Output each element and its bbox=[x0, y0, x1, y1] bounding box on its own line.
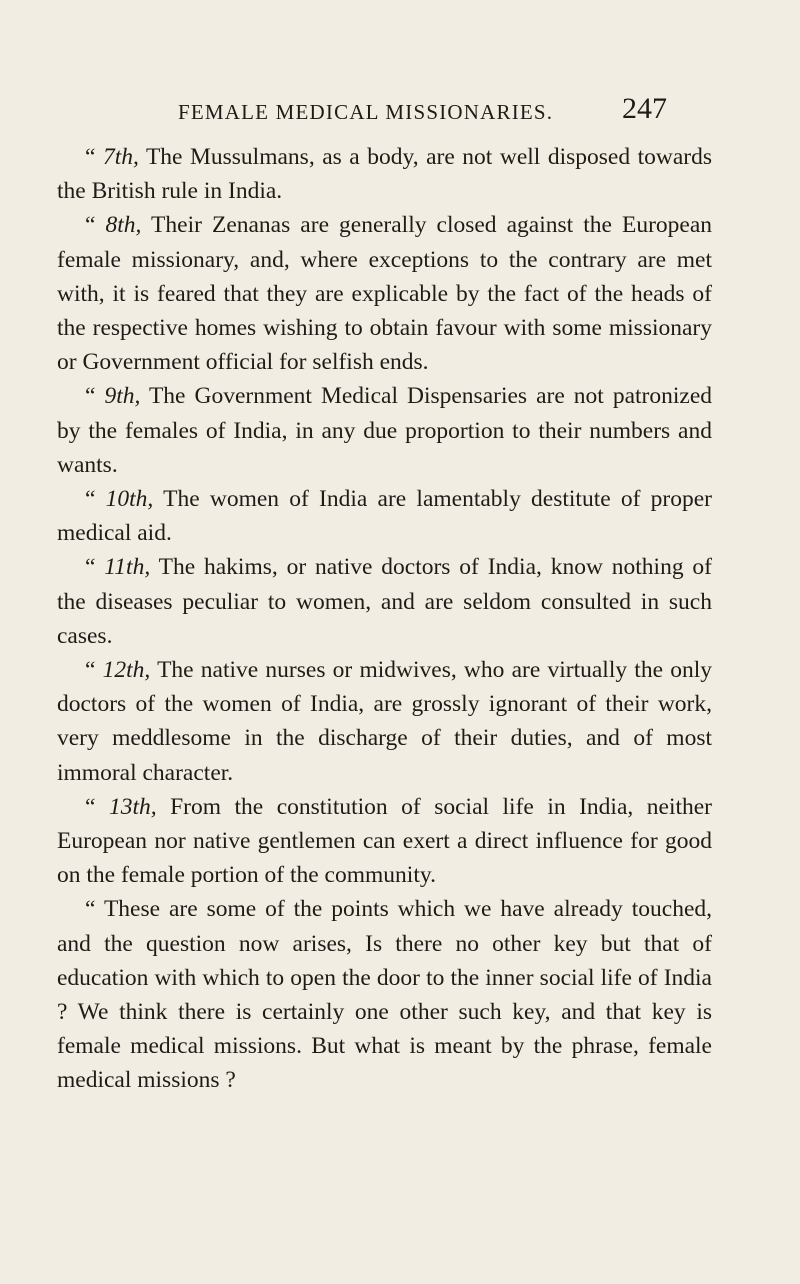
paragraph bbox=[57, 482, 712, 550]
page-header bbox=[0, 94, 800, 134]
paragraph-text: The women of India are lamentably destitute of proper medical aid. bbox=[57, 486, 713, 547]
point-number: 8th, bbox=[105, 212, 142, 239]
point-number: 13th, bbox=[108, 793, 157, 820]
paragraph bbox=[57, 790, 712, 893]
body-text bbox=[57, 140, 712, 1098]
running-head: FEMALE MEDICAL MISSIONARIES. bbox=[178, 100, 554, 124]
paragraph bbox=[57, 653, 712, 790]
paragraph-text: The Mussulmans, as a body, are not well disposed towards the British rule in India. bbox=[57, 144, 712, 205]
open-quote: “ bbox=[85, 554, 96, 581]
paragraph bbox=[57, 379, 712, 482]
paragraph-text: The hakims, or native doctors of India, know nothing of the diseases peculiar to women, and are seldom consulted in such cases. bbox=[57, 554, 712, 649]
point-number: 7th, bbox=[102, 144, 139, 170]
page-number: 247 bbox=[622, 92, 667, 125]
open-quote: “ bbox=[85, 212, 96, 239]
paragraph-text: The Government Medical Dispensaries are not patronized by the females of India, in any due proportion to their numbers and wants. bbox=[57, 383, 712, 478]
paragraph bbox=[57, 140, 712, 208]
paragraph bbox=[57, 892, 712, 1097]
point-number: 10th, bbox=[105, 486, 154, 513]
paragraph bbox=[57, 550, 712, 653]
open-quote: “ bbox=[85, 383, 96, 410]
paragraph-text: From the constitution of social life in India, neither European nor native gentlemen can exert a direct influence for good on the female portion of the community. bbox=[57, 793, 713, 889]
open-quote: “ bbox=[85, 657, 96, 684]
point-number: 12th, bbox=[102, 657, 151, 684]
paragraph-text: The native nurses or midwives, who are virtually the only doctors of the women of India, are grossly ignorant of their work, very meddlesome in the discharge of their duties, and of most immoral character. bbox=[57, 657, 712, 786]
paragraph-text: “ These are some of the points which we have already touched, and the question now arises, Is there no other key but that of education with which to open the door to the inner social life of India ? We think there is certainly one other such key, and that key is female medical missions. But what is meant by the phrase, female medical missions ? bbox=[57, 896, 712, 1094]
paragraph bbox=[57, 208, 712, 379]
open-quote: “ bbox=[85, 793, 96, 820]
paragraph-text: Their Zenanas are generally closed against the European female missionary, and, where exceptions to the contrary are met with, it is feared that they are explicable by the fact of the heads of the respective homes wishing to obtain favour with some missionary or Government official for selfish ends. bbox=[57, 212, 713, 376]
point-number: 11th, bbox=[104, 554, 151, 581]
point-number: 9th, bbox=[104, 383, 141, 410]
open-quote: “ bbox=[85, 144, 96, 170]
open-quote: “ bbox=[85, 486, 96, 513]
